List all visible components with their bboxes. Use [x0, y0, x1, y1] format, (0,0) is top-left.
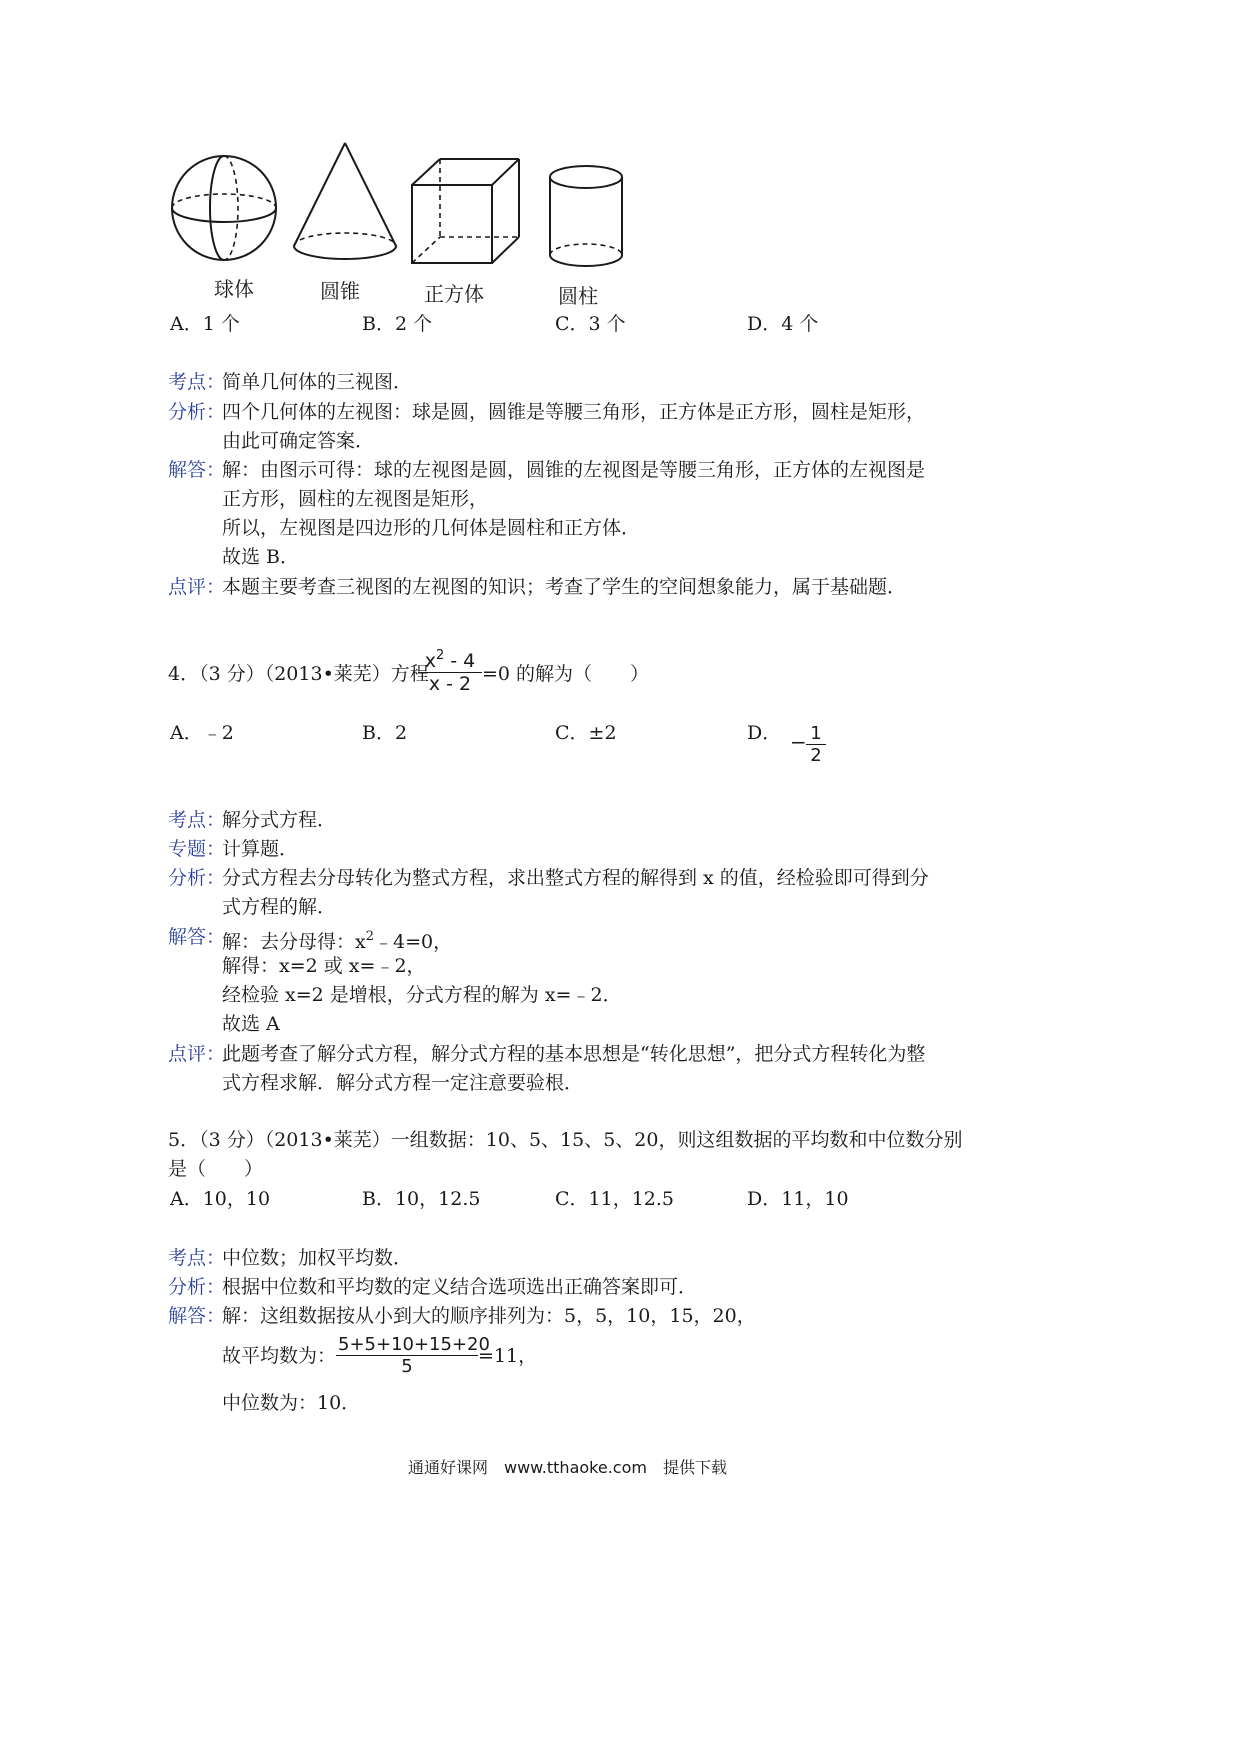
- q3-option-c: C．3 个: [555, 313, 626, 335]
- q5-average-denominator: 5: [401, 1356, 413, 1377]
- q4-option-d-sign: −: [790, 730, 807, 754]
- q4-dianping-line-2: 式方程求解．解分式方程一定注意要验根．: [222, 1072, 584, 1094]
- q4-jieda-line-3: 经检验 x=2 是增根，分式方程的解为 x=﹣2．: [222, 984, 622, 1006]
- q4-option-d-fraction: [806, 723, 826, 766]
- q3-jieda-line-1: 解：由图示可得：球的左视图是圆，圆锥的左视图是等腰三角形，正方体的左视图是: [222, 459, 926, 481]
- q5-option-d: D．11，10: [747, 1188, 849, 1210]
- q4-dianping-tag: 点评：: [168, 1043, 226, 1065]
- q4-fenxi-line-1: 分式方程去分母转化为整式方程，求出整式方程的解得到 x 的值，经检验即可得到分: [222, 867, 929, 889]
- sphere-figure: [166, 148, 282, 268]
- q4-option-c: C．±2: [555, 722, 617, 744]
- figure-label-cube: 正方体: [424, 282, 484, 306]
- cylinder-figure: [545, 163, 627, 271]
- q5-option-b: B．10，12.5: [362, 1188, 481, 1210]
- q3-option-d: D．4 个: [747, 313, 819, 335]
- q4-jieda-tag: 解答：: [168, 926, 226, 948]
- q4-option-d-numerator: 1: [810, 723, 822, 744]
- q5-jieda-line-1: 解：这组数据按从小到大的顺序排列为：5，5，10，15，20，: [222, 1305, 756, 1327]
- q4-kaodian: 解分式方程．: [222, 809, 337, 831]
- q3-fenxi-line-1: 四个几何体的左视图：球是圆，圆锥是等腰三角形，正方体是正方形，圆柱是矩形，: [222, 401, 926, 423]
- cone-figure: [290, 140, 400, 265]
- q5-average-prefix: 故平均数为：: [222, 1345, 337, 1367]
- q3-option-b: B．2 个: [362, 313, 433, 335]
- q4-jieda-line-1: 解：去分母得：$x^2﹣4=0$，: [222, 929, 453, 953]
- q4-jieda-line-4: 故选 A: [222, 1013, 280, 1035]
- q3-kaodian-tag: 考点：: [168, 371, 226, 393]
- q3-dianping: 本题主要考查三视图的左视图的知识；考查了学生的空间想象能力，属于基础题．: [222, 576, 907, 598]
- q3-dianping-tag: 点评：: [168, 576, 226, 598]
- figure-label-cone: 圆锥: [320, 279, 360, 303]
- q5-stem-line-1: 5．（3 分）（2013•莱芜）一组数据：10、5、15、5、20，则这组数据的平均数和中位数分别: [168, 1129, 963, 1151]
- cube-figure: [408, 155, 523, 267]
- q5-median: 中位数为：10．: [222, 1392, 361, 1414]
- figure-label-sphere: 球体: [214, 277, 254, 301]
- q5-average-numerator: 5+5+10+15+20: [338, 1334, 490, 1355]
- q4-fenxi-line-2: 式方程的解．: [222, 896, 337, 918]
- q3-fenxi-tag: 分析：: [168, 401, 226, 423]
- page-footer: 通通好课网 www.tthaoke.com 提供下载: [408, 1458, 727, 1477]
- q4-stem-suffix: =0 的解为（ ）: [482, 663, 650, 685]
- q5-average-fraction: [336, 1334, 490, 1377]
- q3-jieda-line-4: 故选 B．: [222, 546, 300, 568]
- q4-fraction-denominator: x - 2: [428, 673, 472, 695]
- q3-jieda-line-2: 正方形，圆柱的左视图是矩形，: [222, 488, 489, 510]
- q5-average-result: =11，: [478, 1345, 538, 1367]
- q3-jieda-tag: 解答：: [168, 459, 226, 481]
- q4-dianping-line-1: 此题考查了解分式方程，解分式方程的基本思想是“转化思想”，把分式方程转化为整: [222, 1043, 926, 1065]
- q5-jieda-tag: 解答：: [168, 1305, 226, 1327]
- figure-label-cylinder: 圆柱: [558, 284, 598, 308]
- q4-zhuanti-tag: 专题：: [168, 838, 226, 860]
- q3-kaodian: 简单几何体的三视图．: [222, 371, 413, 393]
- q5-fenxi-tag: 分析：: [168, 1276, 226, 1298]
- q5-option-c: C．11，12.5: [555, 1188, 675, 1210]
- q4-option-a: A．﹣2: [170, 722, 234, 744]
- q3-fenxi-line-2: 由此可确定答案．: [222, 430, 375, 452]
- q5-option-a: A．10，10: [170, 1188, 271, 1210]
- q4-fenxi-tag: 分析：: [168, 867, 226, 889]
- q3-jieda-line-3: 所以，左视图是四边形的几何体是圆柱和正方体．: [222, 517, 641, 539]
- q5-stem-line-2: 是（ ）: [168, 1158, 264, 1180]
- q4-fraction-numerator: $x^2 - 4$: [424, 648, 476, 672]
- q5-kaodian: 中位数；加权平均数．: [222, 1247, 413, 1269]
- q4-zhuanti: 计算题．: [222, 838, 299, 860]
- q4-stem-prefix: 4．（3 分）（2013•莱芜）方程: [168, 663, 429, 685]
- q4-option-d: D．: [747, 722, 782, 744]
- q3-option-a: A．1 个: [170, 313, 240, 335]
- q4-fraction: [418, 648, 482, 695]
- q5-fenxi: 根据中位数和平均数的定义结合选项选出正确答案即可．: [222, 1276, 698, 1298]
- q4-option-b: B．2: [362, 722, 408, 744]
- q5-kaodian-tag: 考点：: [168, 1247, 226, 1269]
- q4-kaodian-tag: 考点：: [168, 809, 226, 831]
- q4-jieda-line-2: 解得：x=2 或 x=﹣2，: [222, 955, 426, 977]
- q4-option-d-denominator: 2: [810, 745, 822, 766]
